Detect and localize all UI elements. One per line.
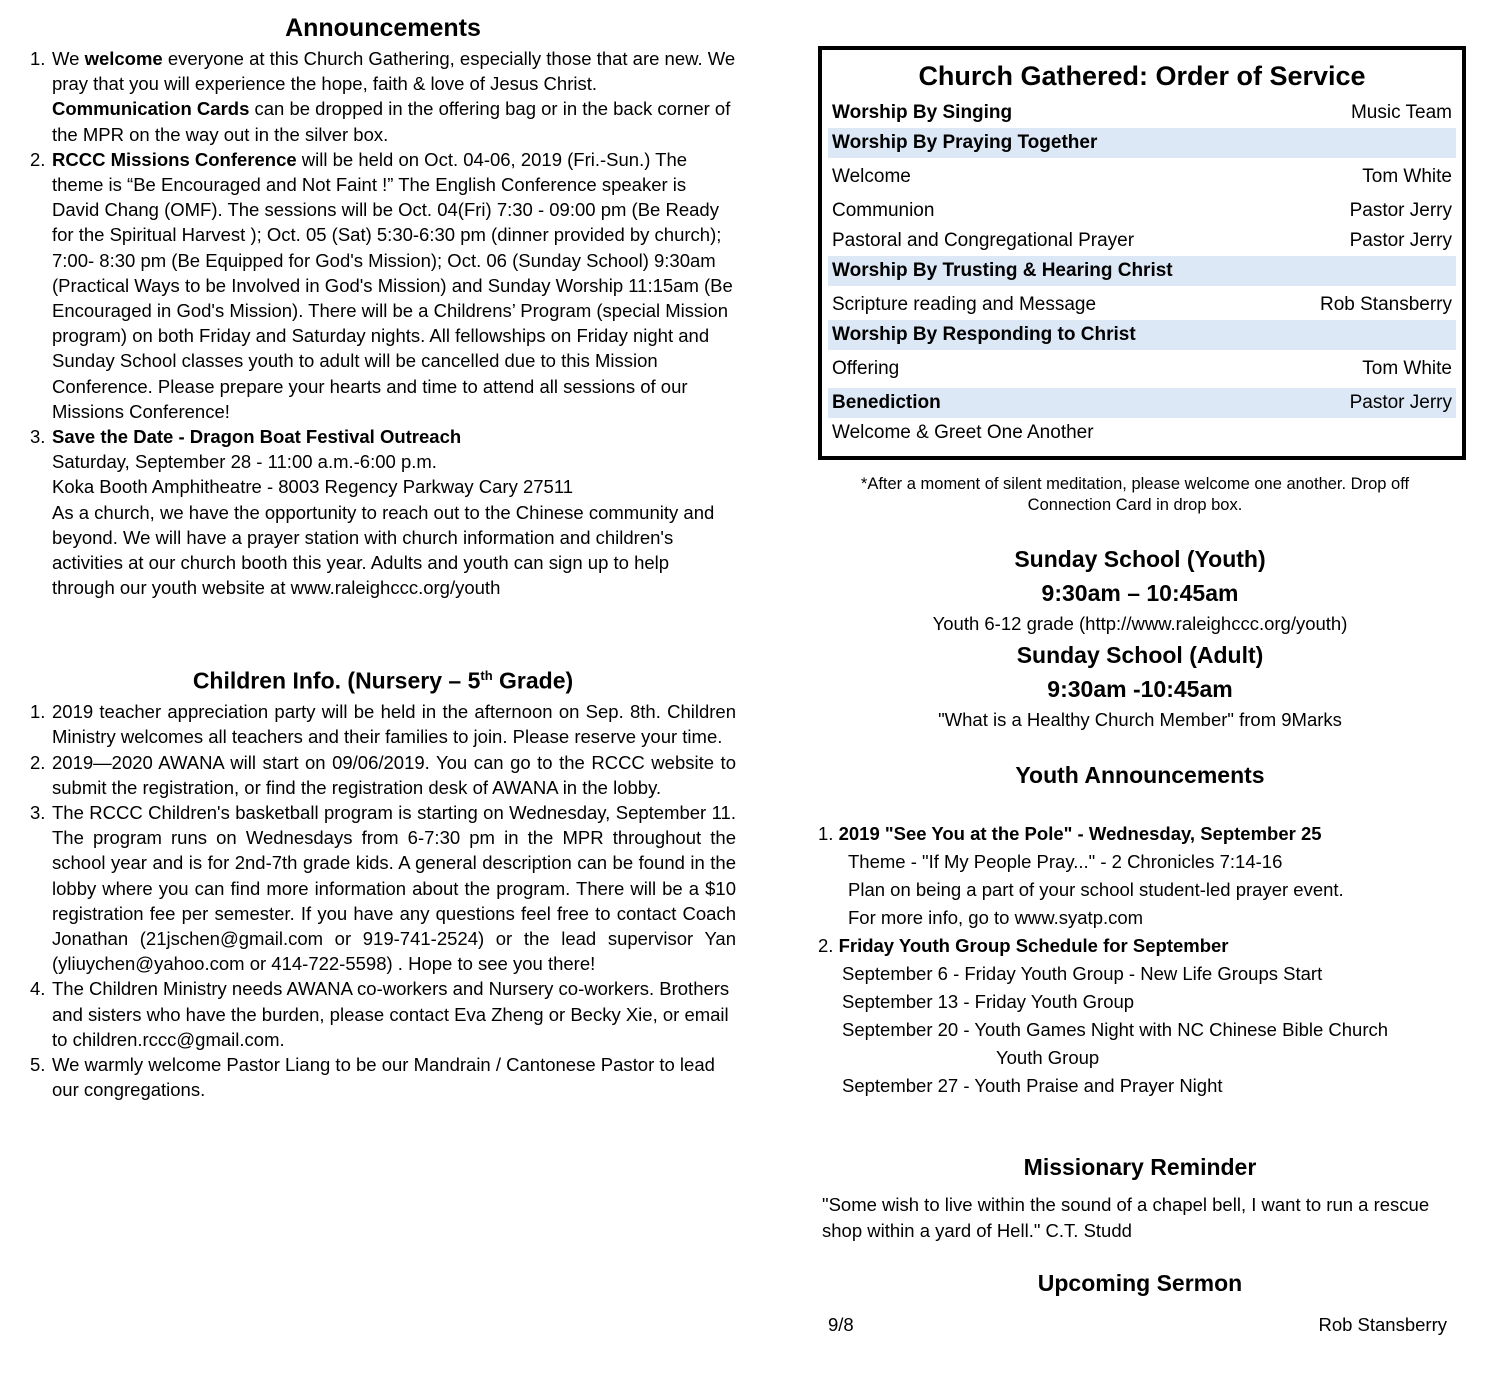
sermon-speaker: Rob Stansberry: [1318, 1314, 1447, 1335]
item-text: We: [52, 48, 85, 69]
service-note: *After a moment of silent meditation, please welcome one another. Drop off Connection Card in drop box.: [860, 475, 1410, 514]
item-heading: 2019 "See You at the Pole" - Wednesday, September 25: [838, 823, 1322, 844]
service-row: [828, 196, 1456, 226]
item-number: 1.: [30, 48, 46, 69]
service-leader: Pastor Jerry: [1349, 230, 1452, 251]
youth-item-line: Plan on being a part of your school student-led prayer event.: [848, 879, 1344, 900]
youth-item-line: September 6 - Friday Youth Group - New Life Groups Start: [842, 963, 1323, 984]
missionary-reminder-title: Missionary Reminder: [1023, 1154, 1257, 1180]
children-item: [30, 1052, 736, 1102]
children-list: [30, 699, 736, 1102]
service-row: [828, 320, 1456, 350]
service-leader: Music Team: [1350, 102, 1452, 123]
service-leader: Rob Stansberry: [1319, 294, 1452, 315]
item-number: 3.: [30, 426, 46, 448]
upcoming-sermon-title: Upcoming Sermon: [1037, 1270, 1243, 1296]
item-text: The RCCC Children's basketball program is starting on Wednesday, September 11. The program runs on Wednesdays from 6-7:30 pm in the MPR throughout the school year and is for 2nd-7th grade kids. A general description can be found in the lobby where you can find more information about the program. There will be a $10 registration fee per semester. If you have any questions feel free to contact Coach Jonathan (21jschen@gmail.com or 919-741-2524) or the lead supervisor Yan (yliuychen@yahoo.com or 414-722-5598) . Hope to see you there!: [52, 801, 736, 975]
item-text: We warmly welcome Pastor Liang to be our Mandrain / Cantonese Pastor to lead our congregations.: [52, 1053, 715, 1101]
service-row: [828, 162, 1456, 192]
service-row: [828, 354, 1456, 384]
announcement-item: [30, 46, 736, 147]
item-number: 2.: [30, 751, 46, 773]
item-number: 5.: [30, 1053, 46, 1075]
youth-item-line: Theme - "If My People Pray..." - 2 Chronicles 7:14-16: [848, 851, 1283, 872]
item-number: 1.: [818, 823, 834, 844]
youth-item-heading: [818, 820, 1462, 848]
youth-item-line: September 20 - Youth Games Night with NC Chinese Bible Church: [842, 1019, 1389, 1040]
item-text: can be dropped in the offering bag or in the back corner of the MPR on the way out in the silver box.: [52, 98, 731, 145]
sunday-school-youth-time: 9:30am – 10:45am: [1041, 580, 1239, 606]
sunday-school-youth-desc: Youth 6-12 grade (http://www.raleighccc.org/youth): [932, 613, 1348, 634]
sunday-school-adult-time: 9:30am -10:45am: [1047, 676, 1233, 702]
sunday-school-section: [818, 542, 1462, 734]
item-heading: Save the Date - Dragon Boat Festival Outreach: [52, 426, 462, 448]
service-label: Worship By Singing: [832, 102, 1013, 123]
service-leader: Tom White: [1362, 166, 1452, 187]
youth-item-line: September 27 - Youth Praise and Prayer Night: [842, 1075, 1223, 1096]
announcements-list: [30, 46, 736, 600]
service-label: Pastoral and Congregational Prayer: [832, 230, 1135, 251]
missionary-quote: "Some wish to live within the sound of a chapel bell, I want to run a rescue shop within a yard of Hell." C.T. Studd: [822, 1194, 1430, 1241]
item-text: 2019 teacher appreciation party will be held in the afternoon on Sep. 8th. Children Ministry welcomes all teachers and their families to join. Please reserve your time.: [52, 701, 736, 748]
youth-announcements-list: [818, 820, 1462, 1100]
service-row: [828, 290, 1456, 320]
service-label: Welcome: [832, 166, 911, 187]
order-of-service-title: Church Gathered: Order of Service: [918, 61, 1366, 91]
announcement-item: [30, 147, 736, 424]
item-bold-text: RCCC Missions Conference: [52, 148, 297, 170]
service-leader: Tom White: [1362, 358, 1452, 379]
service-label: Worship By Responding to Christ: [832, 324, 1136, 345]
order-of-service-box: [818, 46, 1466, 460]
announcement-item: [30, 424, 736, 600]
service-row: [828, 418, 1456, 448]
youth-item-heading: [818, 932, 1462, 960]
service-row: [828, 388, 1456, 418]
item-number: 4.: [30, 978, 46, 1000]
item-text: The Children Ministry needs AWANA co-workers and Nursery co-workers. Brothers and sisters who have the burden, please contact Eva Zheng or Becky Xie, or email to children.rccc@gmail.com.: [52, 978, 730, 1050]
sunday-school-youth-title: Sunday School (Youth): [1014, 546, 1266, 572]
item-heading: Friday Youth Group Schedule for September: [838, 935, 1229, 956]
sunday-school-adult-desc: "What is a Healthy Church Member" from 9Marks: [938, 709, 1342, 730]
left-column: [30, 10, 736, 1102]
service-leader: Pastor Jerry: [1349, 200, 1452, 221]
service-label: Worship By Praying Together: [832, 132, 1098, 153]
item-number: 3.: [30, 801, 46, 823]
service-row: [828, 226, 1456, 256]
sermon-date: 9/8: [828, 1314, 854, 1335]
service-label: Communion: [832, 200, 935, 221]
service-row: [828, 128, 1456, 158]
title-text: Grade): [492, 668, 574, 695]
service-label: Benediction: [832, 392, 941, 413]
service-label: Worship By Trusting & Hearing Christ: [832, 260, 1173, 281]
youth-item-line: For more info, go to www.syatp.com: [848, 907, 1144, 928]
children-info-title: [30, 658, 736, 699]
youth-announcements-title: Youth Announcements: [1015, 762, 1265, 788]
children-item: [30, 976, 736, 1052]
item-number: 2.: [30, 148, 46, 170]
youth-item-line: September 13 - Friday Youth Group: [842, 991, 1135, 1012]
item-number: 2.: [818, 935, 834, 956]
title-text: Children Info. (Nursery – 5: [192, 668, 481, 695]
children-item: [30, 750, 736, 800]
item-line: Saturday, September 28 - 11:00 a.m.-6:00 p.m.: [52, 451, 437, 473]
sermon-row: [818, 1314, 1462, 1336]
item-text: 2019—2020 AWANA will start on 09/06/2019. You can go to the RCCC website to submit the registration, or find the registration desk of AWANA in the lobby.: [52, 751, 736, 798]
service-leader: Pastor Jerry: [1349, 392, 1452, 413]
youth-item-line: Youth Group: [996, 1047, 1100, 1068]
item-bold-text: welcome: [84, 48, 163, 69]
title-sup: th: [480, 668, 493, 684]
service-row: [828, 98, 1456, 128]
announcements-title: Announcements: [285, 14, 481, 42]
sunday-school-adult-title: Sunday School (Adult): [1016, 642, 1264, 668]
right-column: [818, 46, 1462, 1336]
item-text: everyone at this Church Gathering, especially those that are new. We pray that you will experience the hope, faith & love of Jesus Christ.: [52, 48, 736, 95]
service-row: [828, 256, 1456, 286]
item-text: will be held on Oct. 04-06, 2019 (Fri.-Sun.) The theme is “Be Encouraged and Not Faint !” The English Conference speaker is David Chang (OMF). The sessions will be Oct. 04(Fri) 7:30 - 09:00 pm (Be Ready for the Spiritual Harvest ); Oct. 05 (Sat) 5:30-6:30 pm (dinner provided by church); 7:00- 8:30 pm (Be Equipped for God's Mission); Oct. 06 (Sunday School) 9:30am (Practical Ways to be Involved in God's Mission) and Sunday Worship 11:15am (Be Encouraged in God's Mission). There will be a Childrens’ Program (special Mission program) on both Friday and Saturday nights. All fellowships on Friday night and Sunday School classes youth to adult will be cancelled due to this Mission Conference. Please prepare your hearts and time to attend all sessions of our Missions Conference!: [52, 148, 733, 422]
item-line: As a church, we have the opportunity to reach out to the Chinese community and beyond. We will have a prayer station with church information and children's activities at our church booth this year. Adults and youth can sign up to help through our youth website at www.raleighccc.org/youth: [52, 501, 715, 599]
children-item: [30, 699, 736, 749]
item-number: 1.: [30, 701, 46, 723]
item-bold-text: Communication Cards: [52, 98, 250, 120]
service-label: Welcome & Greet One Another: [832, 422, 1094, 443]
service-label: Offering: [832, 358, 900, 379]
children-item: [30, 800, 736, 976]
service-label: Scripture reading and Message: [832, 294, 1097, 315]
item-line: Koka Booth Amphitheatre - 8003 Regency Parkway Cary 27511: [52, 476, 574, 498]
